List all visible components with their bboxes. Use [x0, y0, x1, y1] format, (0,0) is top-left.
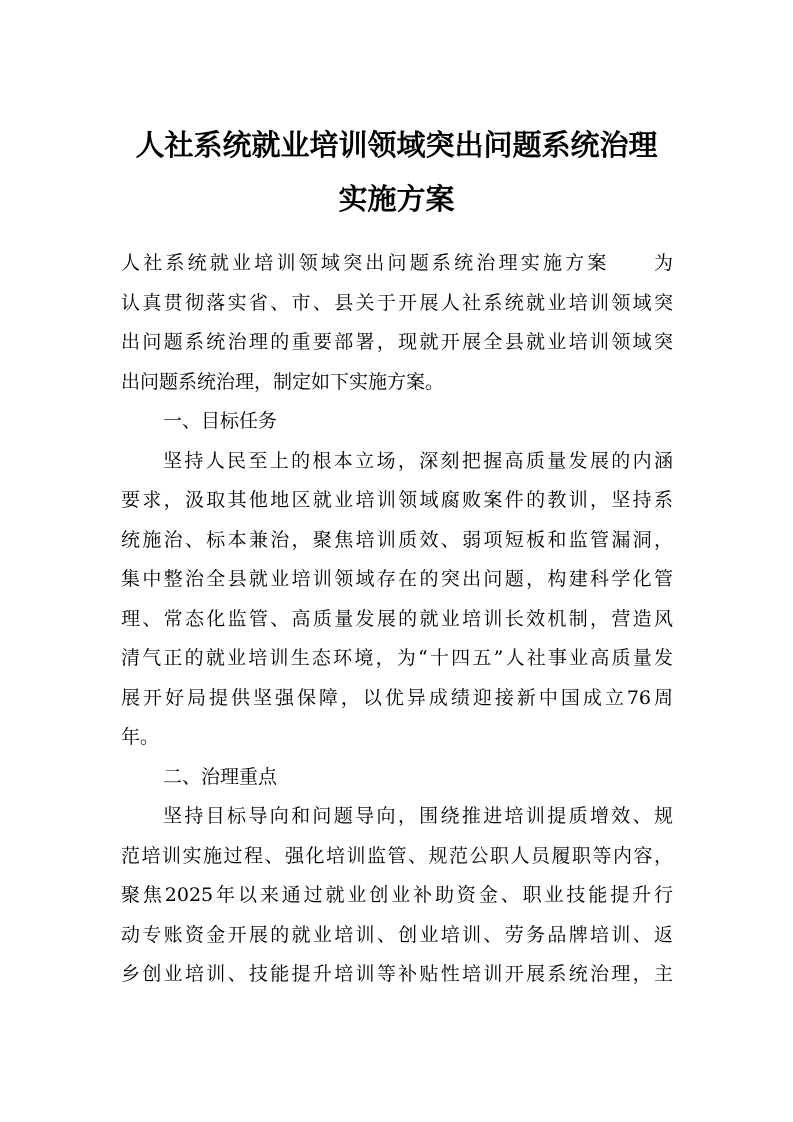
text-line: 认真贯彻落实省、市、县关于开展人社系统就业培训领域突: [121, 291, 673, 314]
text-line: 聚焦2025年以来通过就业创业补助资金、职业技能提升行: [121, 884, 673, 906]
title-line-2: 实施方案: [338, 182, 455, 216]
text-line: 乡创业培训、技能提升培训等补贴性培训开展系统治理，主: [121, 963, 673, 985]
document-title: [100, 118, 693, 226]
section-heading: 一、目标任务: [163, 410, 278, 432]
text-line: 坚持目标导向和问题导向，围绕推进培训提质增效、规: [163, 805, 673, 827]
text-line: 要求，汲取其他地区就业培训领域腐败案件的教训，坚持系: [121, 489, 673, 511]
title-line-1: 人社系统就业培训领域突出问题系统治理: [135, 128, 658, 162]
text-line: 人社系统就业培训领域突出问题系统治理实施方案 为: [121, 252, 673, 274]
text-line: 年。: [121, 726, 160, 748]
text-line: 动专账资金开展的就业培训、创业培训、劳务品牌培训、返: [121, 923, 673, 946]
text-line: 理、常态化监管、高质量发展的就业培训长效机制，营造风: [121, 607, 673, 630]
text-line: 出问题系统治理，制定如下实施方案。: [121, 370, 445, 393]
text-line: 集中整治全县就业培训领域存在的突出问题，构建科学化管: [121, 568, 673, 590]
text-line: 展开好局提供坚强保障，以优异成绩迎接新中国成立76周: [121, 686, 673, 709]
section-heading-goals: [121, 402, 673, 442]
text-line: 清气正的就业培训生态环境，为“十四五”人社事业高质量发: [121, 647, 673, 669]
text-line: 范培训实施过程、强化培训监管、规范公职人员履职等内容，: [121, 844, 673, 867]
intro-paragraph: [121, 244, 673, 402]
focus-paragraph: [121, 797, 673, 995]
text-line: 统施治、标本兼治，聚焦培训质效、弱项短板和监管漏洞，: [121, 528, 673, 551]
section-heading: 二、治理重点: [163, 765, 278, 788]
section-heading-focus: [121, 758, 673, 798]
text-line: 坚持人民至上的根本立场，深刻把握高质量发展的内涵: [163, 449, 673, 472]
document-body: [121, 244, 673, 995]
goals-paragraph: [121, 442, 673, 758]
text-line: 出问题系统治理的重要部署，现就开展全县就业培训领域突: [121, 331, 673, 353]
